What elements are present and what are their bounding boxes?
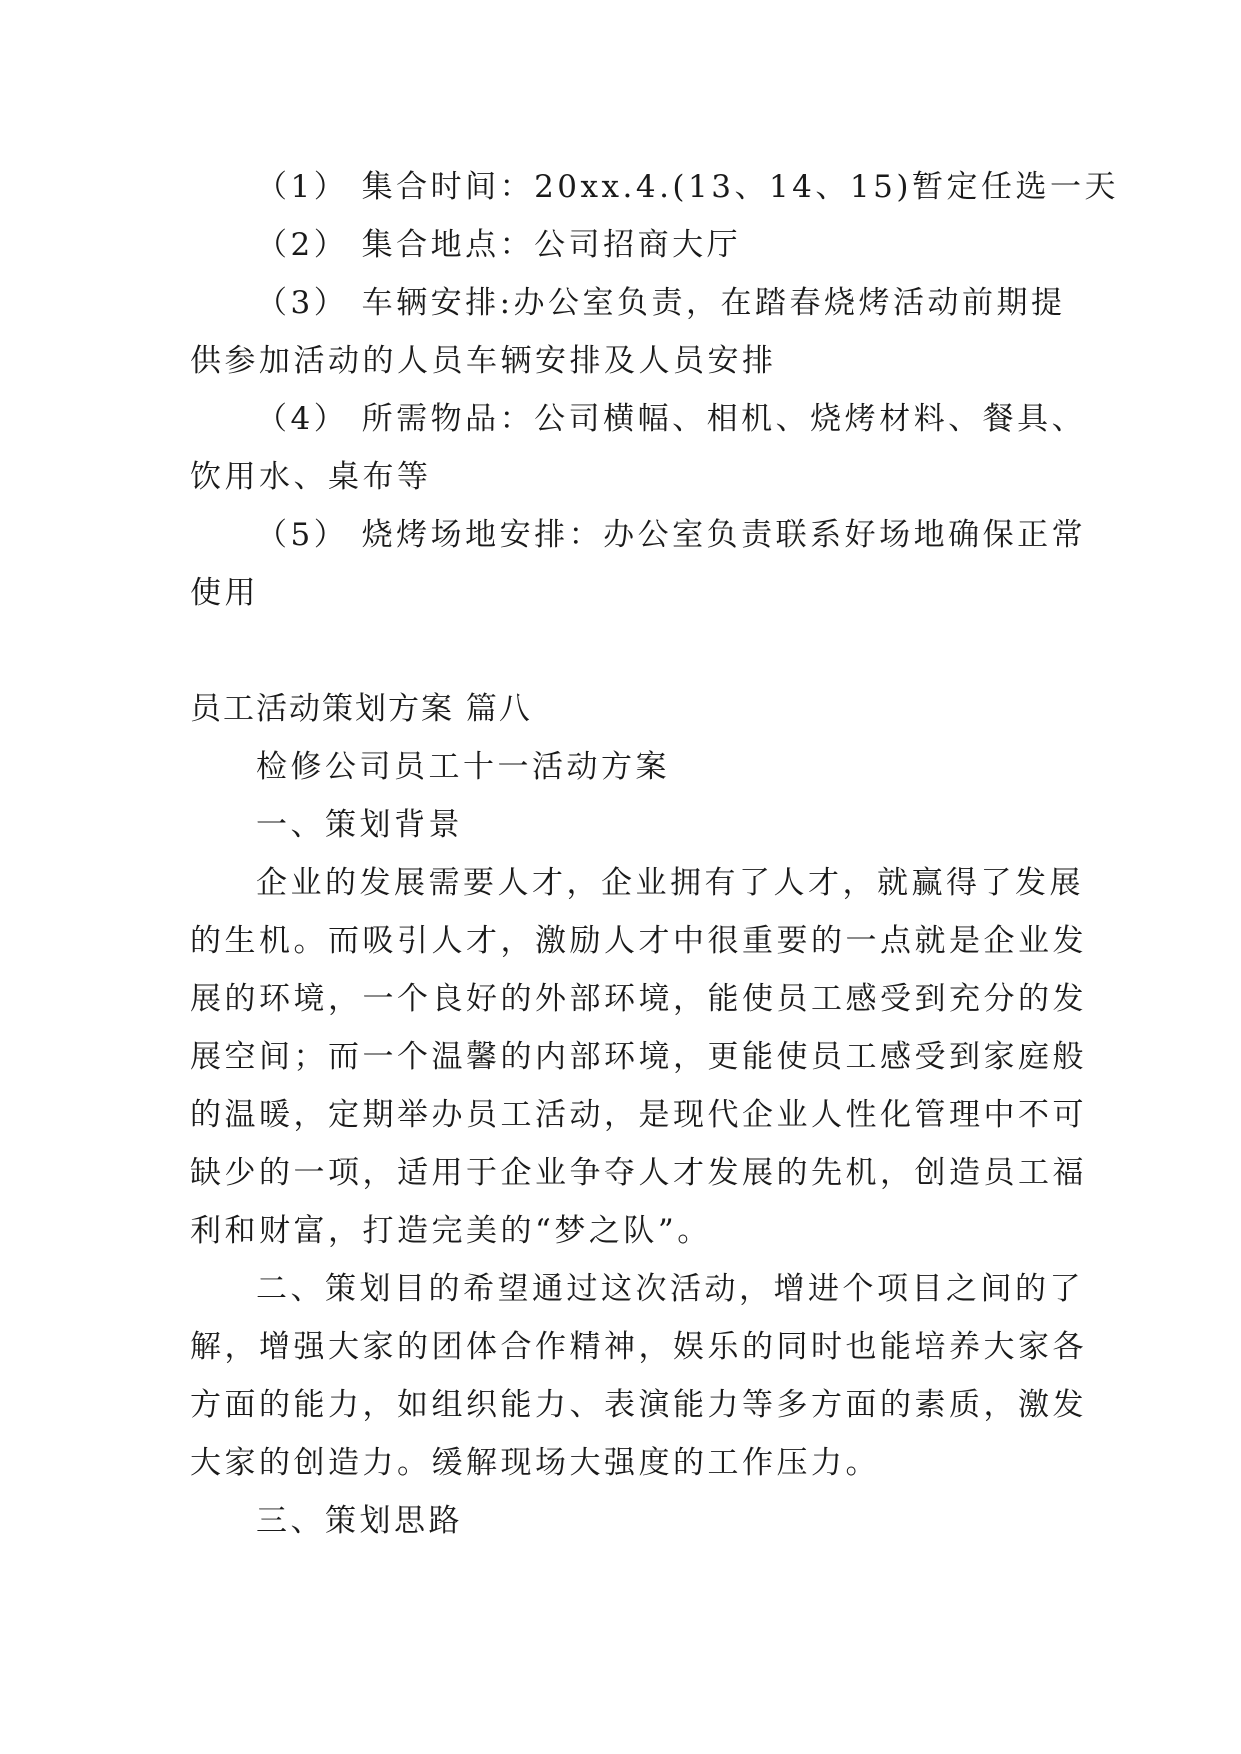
part1-line-2: 的生机。而吸引人才，激励人才中很重要的一点就是企业发 [190,923,1087,959]
item-4-line-2: 饮用水、桌布等 [190,459,432,495]
item-1-line-1: （1） 集合时间：20xx.4.(13、14、15)暂定任选一天 [256,169,1119,205]
part1-line-6: 缺少的一项，适用于企业争夺人才发展的先机，创造员工福 [190,1155,1087,1191]
section-subtitle: 检修公司员工十一活动方案 [256,749,670,785]
section-heading: 员工活动策划方案 篇八 [190,691,532,727]
part2-line-2: 解，增强大家的团体合作精神，娱乐的同时也能培养大家各 [190,1329,1087,1365]
part2-line-4: 大家的创造力。缓解现场大强度的工作压力。 [190,1445,880,1481]
part1-line-7: 利和财富，打造完美的“梦之队”。 [190,1213,712,1249]
part2-line-3: 方面的能力，如组织能力、表演能力等多方面的素质，激发 [190,1387,1087,1423]
document-body [190,158,1119,1550]
item-2-line-1: （2） 集合地点：公司招商大厅 [256,227,742,263]
part1-line-3: 展的环境，一个良好的外部环境，能使员工感受到充分的发 [190,981,1087,1017]
section-spacer [190,622,1070,680]
part1-line-1: 企业的发展需要人才，企业拥有了人才，就赢得了发展 [256,865,1084,901]
item-3-line-1: （3） 车辆安排:办公室负责，在踏春烧烤活动前期提 [256,285,1066,321]
part2-line-1: 二、策划目的希望通过这次活动，增进个项目之间的了 [256,1271,1084,1307]
item-4-line-1: （4） 所需物品：公司横幅、相机、烧烤材料、餐具、 [256,401,1087,437]
part1-line-4: 展空间；而一个温馨的内部环境，更能使员工感受到家庭般 [190,1039,1087,1075]
item-5-line-2: 使用 [190,575,259,611]
part1-title: 一、策划背景 [256,807,463,843]
item-5-line-1: （5） 烧烤场地安排：办公室负责联系好场地确保正常 [256,517,1087,553]
part3-title: 三、策划思路 [256,1503,463,1539]
item-3-line-2: 供参加活动的人员车辆安排及人员安排 [190,343,777,379]
part1-line-5: 的温暖，定期举办员工活动，是现代企业人性化管理中不可 [190,1097,1087,1133]
